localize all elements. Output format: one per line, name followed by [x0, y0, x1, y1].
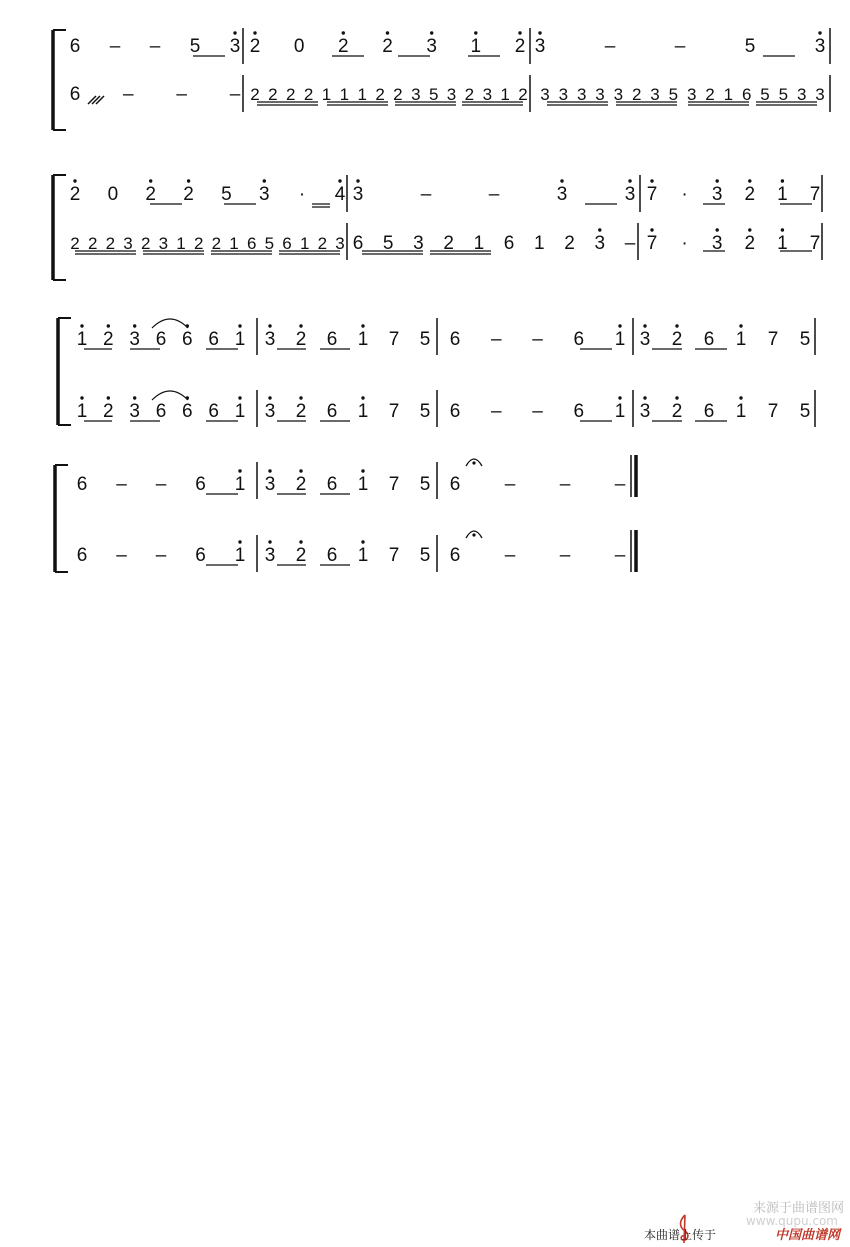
note-digit: 1 [76, 329, 88, 350]
note-digit: 6 [449, 545, 461, 566]
note-digit: 7 [809, 184, 821, 205]
octave-dot [342, 31, 345, 34]
note-digit: 6 [195, 474, 206, 495]
note-digit: 1 [357, 85, 367, 104]
note-digit: 5 [264, 234, 275, 253]
note-digit: 3 [264, 545, 276, 566]
note-digit: 6 [503, 233, 515, 254]
note-digit: 1 [473, 233, 485, 254]
note-digit: 1 [470, 36, 482, 57]
note-digit: 3 [815, 85, 825, 104]
octave-dot [716, 179, 719, 182]
dot-mark: · [298, 184, 306, 205]
note-digit: 3 [352, 184, 364, 205]
note-digit: 6 [76, 474, 88, 495]
sustain-dash: – [123, 84, 134, 105]
octave-dot [268, 469, 271, 472]
octave-dot [598, 228, 601, 231]
note-digit: 7 [646, 233, 658, 254]
note-digit: 1 [234, 329, 246, 350]
sustain-dash: – [488, 184, 500, 205]
note-digit: 7 [767, 329, 779, 350]
system-bracket-3 [58, 318, 71, 425]
note-digit: 6 [182, 401, 193, 422]
dot-mark: · [681, 233, 688, 254]
note-digit: 6 [449, 329, 461, 350]
octave-dot [238, 540, 241, 543]
note-digit: 6 [246, 234, 257, 253]
note-digit: 3 [556, 184, 568, 205]
note-digit: 1 [735, 401, 747, 422]
note-digit: 5 [419, 401, 431, 422]
note-digit: 2 [295, 474, 307, 495]
note-digit: 2 [103, 401, 114, 422]
note-digit: 2 [303, 85, 314, 104]
octave-dot [356, 179, 359, 182]
sustain-dash: – [491, 329, 502, 350]
note-digit: 2 [69, 184, 81, 205]
note-digit: 2 [443, 233, 454, 254]
octave-dot [675, 324, 678, 327]
sustain-dash: – [532, 401, 543, 422]
note-digit: 1 [339, 85, 350, 104]
note-digit: 7 [767, 401, 779, 422]
note-digit: 6 [741, 85, 752, 104]
note-digit: 3 [814, 36, 826, 57]
note-digit: 1 [614, 329, 626, 350]
note-digit: 1 [614, 401, 626, 422]
note-digit: 1 [76, 401, 88, 422]
note-digit: 3 [264, 401, 276, 422]
note-digit: 2 [631, 85, 642, 104]
octave-dot [238, 469, 241, 472]
octave-dot [268, 324, 271, 327]
octave-dot [739, 324, 742, 327]
note-digit: 3 [123, 234, 133, 253]
octave-dot [474, 31, 477, 34]
sustain-dash: – [149, 36, 161, 57]
note-digit: 2 [671, 401, 683, 422]
octave-dot [781, 228, 784, 231]
notes-layer [70, 31, 826, 566]
note-digit: 2 [564, 233, 575, 254]
note-digit: 6 [69, 84, 81, 105]
octave-dot [80, 396, 83, 399]
note-digit: 6 [449, 474, 461, 495]
note-digit: 2 [295, 545, 307, 566]
note-digit: 4 [334, 184, 346, 205]
system-bracket-2 [53, 175, 66, 280]
note-digit: 6 [703, 401, 715, 422]
note-digit: 6 [282, 234, 292, 253]
note-digit: 1 [500, 85, 510, 104]
octave-dot [518, 31, 521, 34]
note-digit: 5 [189, 36, 201, 57]
note-digit: 3 [650, 85, 660, 104]
note-digit: 6 [573, 401, 585, 422]
octave-dot [818, 31, 821, 34]
note-digit: 2 [295, 329, 307, 350]
sustain-dash: – [116, 545, 127, 566]
note-digit: 5 [382, 233, 394, 254]
watermark-url: www.qupu.com [745, 1214, 838, 1228]
note-digit: 2 [744, 233, 756, 254]
note-digit: 3 [540, 85, 550, 104]
sustain-dash: – [614, 474, 626, 495]
note-digit: 5 [221, 184, 232, 205]
tremolo-mark [88, 96, 104, 104]
note-digit: 1 [234, 545, 246, 566]
note-digit: 2 [140, 234, 151, 253]
note-digit: 1 [357, 401, 369, 422]
octave-dot [233, 31, 236, 34]
note-digit: 2 [338, 36, 349, 57]
note-digit: 1 [176, 234, 186, 253]
note-digit: 3 [411, 85, 421, 104]
note-digit: 3 [426, 36, 437, 57]
octave-dot [80, 324, 83, 327]
note-digit: 2 [518, 85, 528, 104]
note-digit: 2 [382, 36, 393, 57]
note-digit: 5 [799, 401, 811, 422]
note-digit: 2 [268, 85, 278, 104]
note-digit: 2 [145, 184, 156, 205]
sustain-dash: – [176, 84, 187, 105]
note-digit: 3 [413, 233, 424, 254]
note-digit: 6 [76, 545, 88, 566]
note-digit: 3 [576, 85, 587, 104]
octave-dot [650, 179, 653, 182]
note-digit: 2 [250, 85, 260, 104]
sustain-dash: – [155, 474, 167, 495]
note-digit: 6 [195, 545, 206, 566]
octave-dot [107, 396, 110, 399]
note-digit: 5 [419, 474, 431, 495]
note-digit: 5 [419, 545, 431, 566]
octave-dot [361, 469, 364, 472]
note-digit: 1 [299, 234, 310, 253]
sustain-dash: – [155, 545, 167, 566]
sustain-dash: – [109, 36, 121, 57]
brand-name: 中国曲谱网 [774, 1228, 840, 1243]
note-digit: 2 [105, 234, 116, 253]
octave-dot [618, 324, 621, 327]
note-digit: 1 [357, 474, 369, 495]
note-digit: 3 [686, 85, 697, 104]
system-bracket-4 [55, 465, 68, 572]
note-digit: 5 [668, 85, 679, 104]
note-digit: 0 [107, 184, 119, 205]
sustain-dash: – [624, 233, 636, 254]
sustain-dash: – [491, 401, 502, 422]
octave-dot [107, 324, 110, 327]
note-digit: 1 [234, 401, 246, 422]
octave-dot [187, 179, 190, 182]
octave-dot [618, 396, 621, 399]
note-digit: 1 [735, 329, 747, 350]
octave-dot [263, 179, 266, 182]
octave-dot [748, 179, 751, 182]
note-digit: 5 [760, 85, 770, 104]
note-digit: 3 [796, 85, 807, 104]
note-digit: 5 [428, 85, 439, 104]
note-digit: 6 [208, 401, 219, 422]
note-digit: 6 [69, 36, 81, 57]
octave-dot [338, 179, 341, 182]
octave-dot [386, 31, 389, 34]
note-digit: 5 [799, 329, 811, 350]
note-digit: 2 [317, 234, 328, 253]
note-digit: 1 [229, 234, 239, 253]
note-digit: 3 [711, 184, 723, 205]
note-digit: 6 [573, 329, 585, 350]
octave-dot [186, 396, 189, 399]
note-digit: 3 [259, 184, 270, 205]
octave-dot [643, 324, 646, 327]
note-digit: 1 [534, 233, 545, 254]
note-digit: 2 [87, 234, 98, 253]
note-digit: 3 [482, 85, 493, 104]
octave-dot [560, 179, 563, 182]
note-digit: 3 [534, 36, 546, 57]
note-digit: 2 [744, 184, 756, 205]
octave-dot [133, 396, 136, 399]
note-digit: 3 [595, 85, 605, 104]
note-digit: 7 [388, 474, 400, 495]
octave-dot [253, 31, 256, 34]
upload-note: 本曲谱上传于 [644, 1228, 717, 1242]
note-digit: 6 [208, 329, 219, 350]
note-digit: 3 [264, 474, 276, 495]
note-digit: 6 [449, 401, 461, 422]
note-digit: 2 [183, 184, 194, 205]
note-digit: 5 [419, 329, 431, 350]
note-digit: 5 [744, 36, 756, 57]
note-digit: 3 [229, 36, 241, 57]
octave-dot [361, 396, 364, 399]
note-digit: 3 [335, 234, 345, 253]
note-digit: 2 [671, 329, 683, 350]
octave-dot [186, 324, 189, 327]
note-digit: 1 [234, 474, 246, 495]
note-digit: 1 [777, 184, 788, 205]
fermata-marks [466, 459, 482, 538]
octave-dot [268, 396, 271, 399]
note-digit: 2 [103, 329, 114, 350]
sustain-dash: – [559, 545, 571, 566]
rhythm-underlines [75, 56, 817, 565]
note-digit: 3 [158, 234, 169, 253]
octave-dot [643, 396, 646, 399]
sustain-dash: – [674, 36, 686, 57]
octave-dot [675, 396, 678, 399]
octave-dot [299, 396, 302, 399]
note-digit: 1 [777, 233, 788, 254]
note-digit: 3 [639, 401, 651, 422]
octave-dot [628, 179, 631, 182]
note-digit: 2 [285, 85, 296, 104]
note-digit: 2 [249, 36, 261, 57]
note-digit: 2 [70, 234, 80, 253]
sustain-dash: – [504, 545, 516, 566]
note-digit: 2 [705, 85, 715, 104]
sustain-dash: – [420, 184, 432, 205]
note-digit: 2 [211, 234, 222, 253]
note-digit: 6 [155, 401, 167, 422]
note-digit: 6 [182, 329, 193, 350]
note-digit: 2 [393, 85, 403, 104]
note-digit: 2 [464, 85, 475, 104]
note-digit: 7 [388, 401, 400, 422]
note-digit: 3 [624, 184, 636, 205]
octave-dot [716, 228, 719, 231]
sustain-dash: – [532, 329, 543, 350]
octave-dot [650, 228, 653, 231]
sustain-dash: – [614, 545, 626, 566]
note-digit: 3 [446, 85, 457, 104]
system-bracket-1 [53, 30, 66, 130]
footer [644, 1197, 844, 1243]
note-digit: 6 [326, 401, 338, 422]
note-digit: 7 [646, 184, 658, 205]
note-digit: 7 [388, 329, 400, 350]
octave-dot [361, 324, 364, 327]
note-digit: 7 [809, 233, 821, 254]
watermark-text: 来源于曲谱图网 [752, 1201, 844, 1216]
note-digit: 6 [352, 233, 364, 254]
octave-dot [739, 396, 742, 399]
note-digit: 3 [594, 233, 606, 254]
octave-dot [268, 540, 271, 543]
note-digit: 6 [155, 329, 167, 350]
note-digit: 1 [723, 85, 734, 104]
note-digit: 6 [326, 545, 338, 566]
note-digit: 6 [703, 329, 715, 350]
note-digit: 2 [514, 36, 526, 57]
octave-dot [748, 228, 751, 231]
note-digit: 6 [326, 329, 338, 350]
note-digit: 2 [193, 234, 204, 253]
note-digit: 3 [639, 329, 651, 350]
octave-dot [238, 396, 241, 399]
note-digit: 6 [326, 474, 338, 495]
octave-dot [361, 540, 364, 543]
note-digit: 3 [711, 233, 723, 254]
note-digit: 1 [357, 545, 369, 566]
sustain-dash: – [504, 474, 516, 495]
octave-dot [299, 469, 302, 472]
note-digit: 3 [129, 329, 140, 350]
note-digit: 7 [388, 545, 400, 566]
note-digit: 1 [357, 329, 369, 350]
note-digit: 0 [293, 36, 305, 57]
note-digit: 3 [129, 401, 140, 422]
octave-dot [538, 31, 541, 34]
octave-dot [73, 179, 76, 182]
note-digit: 3 [558, 85, 569, 104]
octave-dot [781, 179, 784, 182]
sustain-dash: – [604, 36, 616, 57]
note-digit: 1 [321, 85, 332, 104]
sustain-dash: – [559, 474, 571, 495]
octave-dot [149, 179, 152, 182]
note-digit: 5 [778, 85, 789, 104]
octave-dot [238, 324, 241, 327]
octave-dot [299, 540, 302, 543]
octave-dot [133, 324, 136, 327]
sustain-dash: – [229, 84, 241, 105]
note-digit: 2 [295, 401, 307, 422]
octave-dot [430, 31, 433, 34]
dot-mark: · [681, 184, 688, 205]
note-digit: 3 [613, 85, 624, 104]
note-digit: 2 [375, 85, 385, 104]
sustain-dash: – [116, 474, 127, 495]
octave-dot [299, 324, 302, 327]
final-barline [631, 455, 636, 572]
note-digit: 3 [264, 329, 276, 350]
